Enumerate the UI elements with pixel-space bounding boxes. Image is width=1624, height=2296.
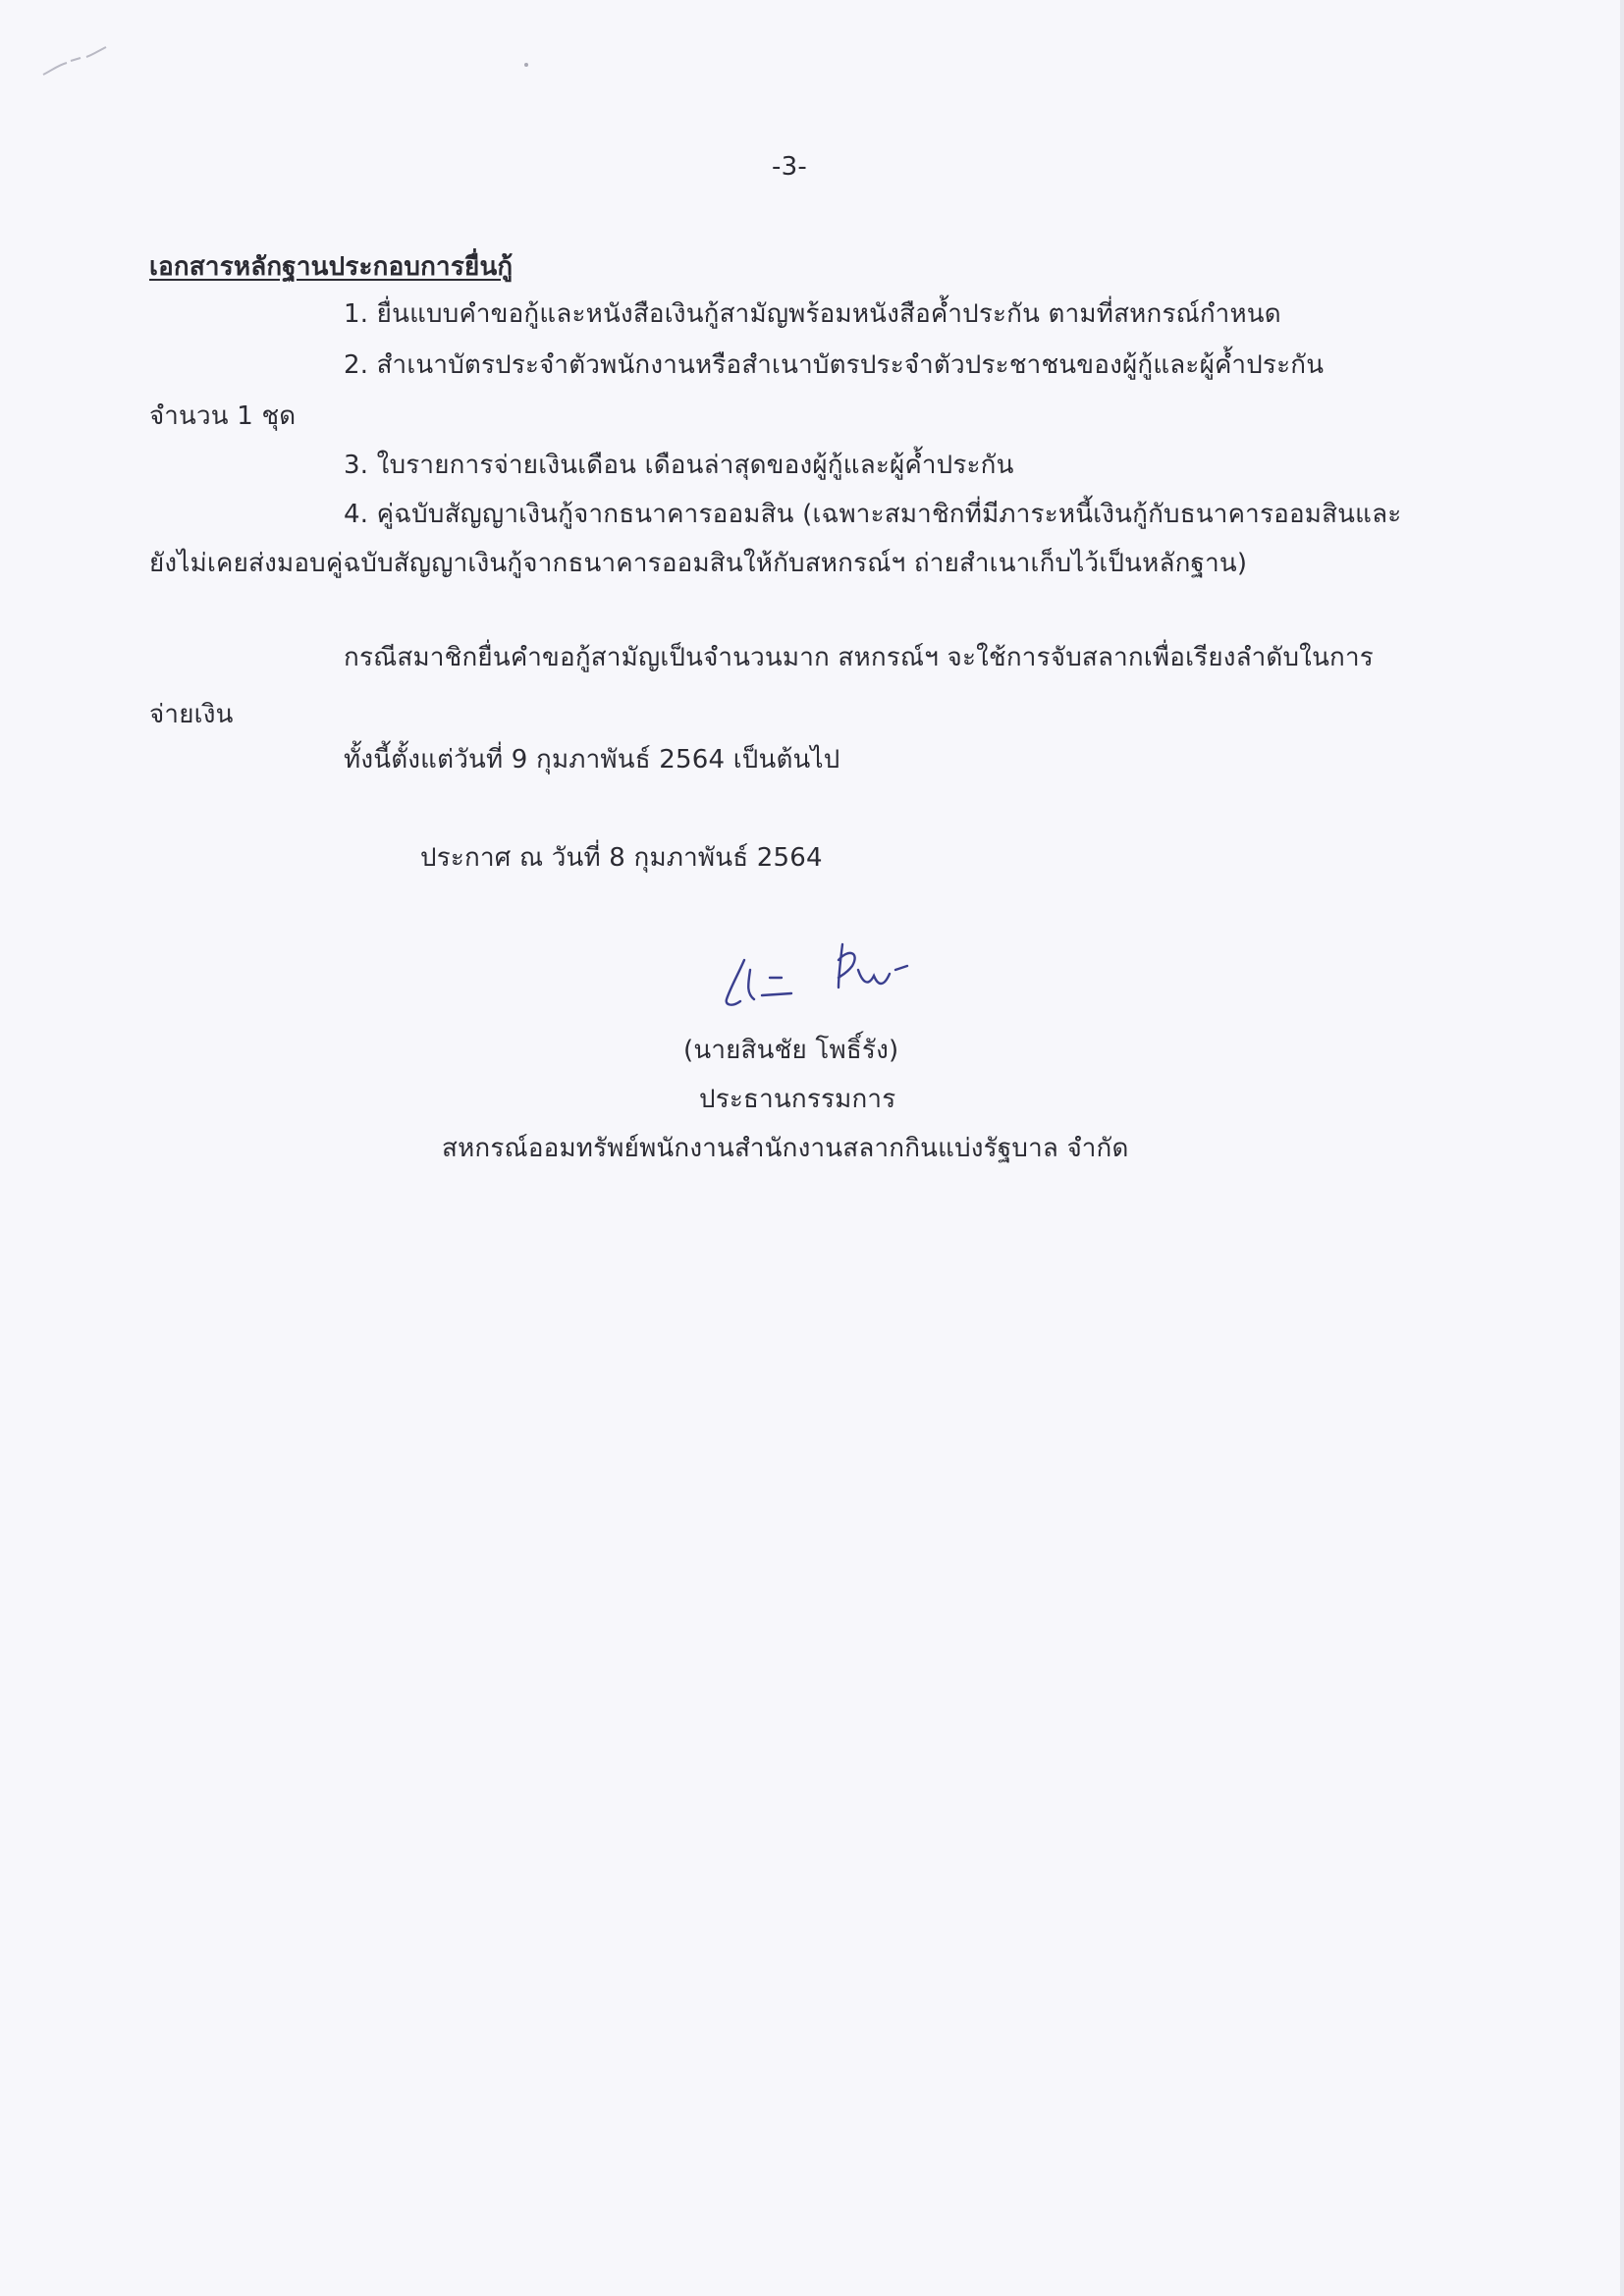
- list-item-1: 1. ยื่นแบบคำขอกู้และหนังสือเงินกู้สามัญพร้อมหนังสือค้ำประกัน ตามที่สหกรณ์กำหนด: [344, 299, 1281, 329]
- scan-dot-icon: [522, 61, 530, 69]
- list-item-4-continuation: ยังไม่เคยส่งมอบคู่ฉบับสัญญาเงินกู้จากธนาคารออมสินให้กับสหกรณ์ฯ ถ่ายสำเนาเก็บไว้เป็นหลักฐาน): [149, 549, 1248, 578]
- section-heading: เอกสารหลักฐานประกอบการยื่นกู้: [149, 252, 514, 282]
- page-number: -3-: [772, 152, 807, 182]
- list-item-3: 3. ใบรายการจ่ายเงินเดือน เดือนล่าสุดของผู้กู้และผู้ค้ำประกัน: [344, 451, 1014, 480]
- signatory-name: (นายสินชัย โพธิ์รัง): [683, 1036, 899, 1065]
- list-item-2: 2. สำเนาบัตรประจำตัวพนักงานหรือสำเนาบัตรประจำตัวประชาชนของผู้กู้และผู้ค้ำประกัน: [344, 350, 1325, 380]
- scan-edge: [1620, 0, 1624, 2296]
- announcement-date: ประกาศ ณ วันที่ 8 กุมภาพันธ์ 2564: [420, 843, 823, 873]
- signature-icon: [715, 931, 950, 1019]
- signatory-organization: สหกรณ์ออมทรัพย์พนักงานสำนักงานสลากกินแบ่งรัฐบาล จำกัด: [442, 1134, 1129, 1163]
- scan-mark-icon: [37, 41, 116, 80]
- lottery-note: กรณีสมาชิกยื่นคำขอกู้สามัญเป็นจำนวนมาก สหกรณ์ฯ จะใช้การจับสลากเพื่อเรียงลำดับในการ: [344, 643, 1374, 672]
- effective-date: ทั้งนี้ตั้งแต่วันที่ 9 กุมภาพันธ์ 2564 เป็นต้นไป: [344, 745, 840, 774]
- list-item-4: 4. คู่ฉบับสัญญาเงินกู้จากธนาคารออมสิน (เฉพาะสมาชิกที่มีภาระหนี้เงินกู้กับธนาคารออมสินและ: [344, 500, 1402, 529]
- list-item-2-continuation: จำนวน 1 ชุด: [149, 401, 297, 431]
- lottery-note-continuation: จ่ายเงิน: [149, 700, 234, 729]
- signatory-position: ประธานกรรมการ: [699, 1085, 896, 1114]
